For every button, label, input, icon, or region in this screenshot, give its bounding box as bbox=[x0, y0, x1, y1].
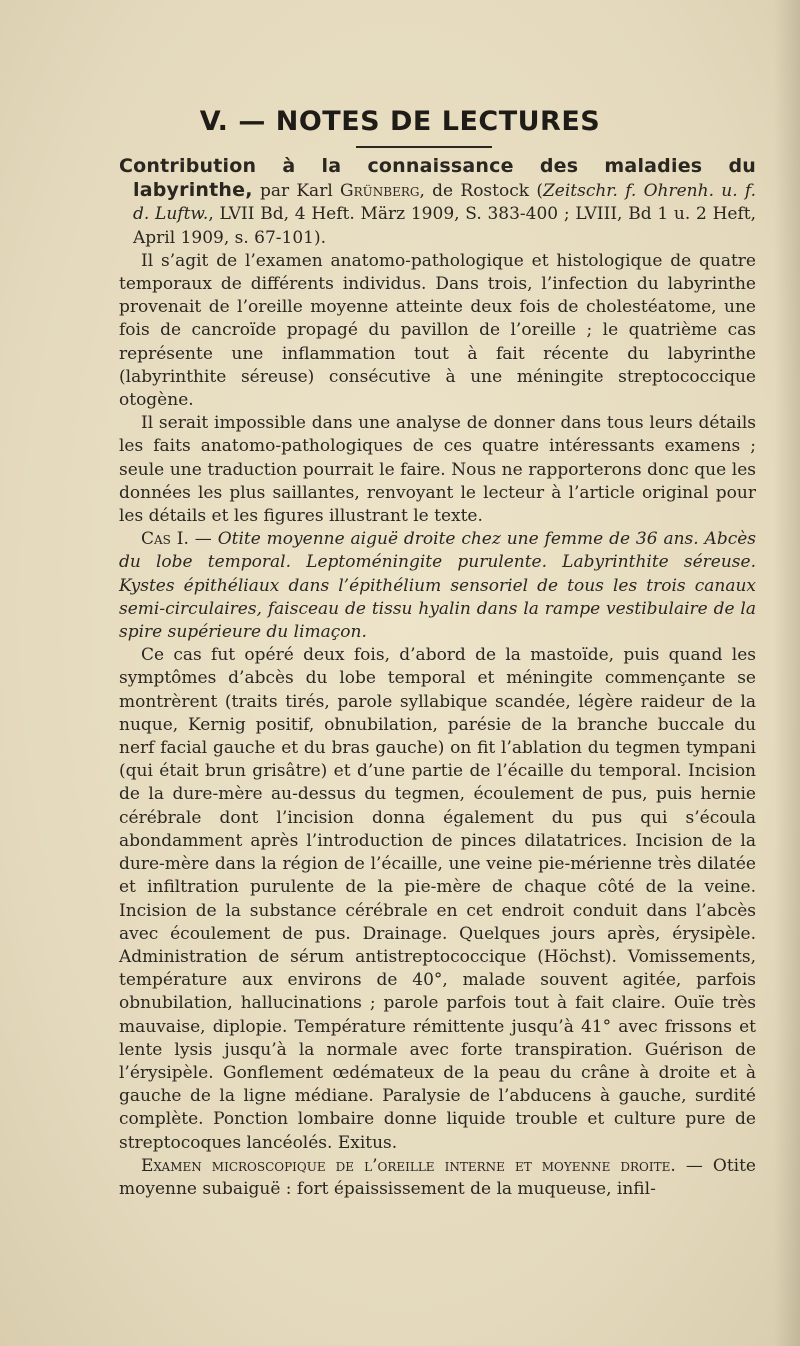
journal-name: Zeitschr. f. Ohrenh. u. f. d. Luftw. bbox=[133, 181, 756, 225]
case-dash: — bbox=[188, 529, 218, 550]
case-title: Otite moyenne aiguë droite chez une femme de 36 ans. Abcès du lobe temporal. Leptoméningite purulente. Labyrinthite séreuse. Kystes épithéliaux dans l’épithélium sensoriel de tous les trois canaux semi-circulaires, faisceau de tissu hyalin dans la rampe vestibulaire de la spire supérieure du limaçon. bbox=[119, 529, 757, 643]
paragraph-3: Ce cas fut opéré deux fois, d’abord de la mastoïde, puis quand les symptômes d’abcès du lobe temporal et méningite commençante se montrèrent (traits tirés, parole syllabique scandée, légère raideur de la nuque, Kernig positif, obnubilation, parésie de la branche buccale du nerf facial gauche et du bras gauche) on fit l’ablation du tegmen tympani (qui était brun grisâtre) et d’une partie de l’écaille du temporal. Incision de la dure-mère au-dessus du tegmen, écoulement de pus, puis hernie cérébrale dont l’incision donna également du pus qui s’écoula abondamment après l’introduction de pinces dilatatrices. Incision de la dure-mère dans la région de l’écaille, une veine pie-mérienne très dilatée et infiltration purulente de la pie-mère de chaque côté de la veine. Incision de la substance cérébrale en cet endroit conduit dans l’abcès avec écoulement de pus. Drainage. Quelques jours après, érysipèle. Administration de sérum antistreptococcique (Höchst). Vomissements, température aux environs de 40°, malade souvent agitée, parfois obnubilation, hallucinations ; parole parfois tout à fait claire. Ouïe très mauvaise, diplopie. Température rémittente jusqu’à 41° avec frissons et lente lysis jusqu’à la normale avec forte transpiration. Guérison de l’érysipèle. Gonflement œdémateux de la peau du crâne à droite et à gauche de la ligne médiane. Paralysie de l’abducens à gauche, surdité complète. Ponction lombaire donne liquide trouble et culture pure de streptocoques lancéolés. Exitus. bbox=[119, 645, 756, 1153]
author-name: Grünberg bbox=[340, 181, 420, 202]
exam-text: Otite moyenne subaiguë : fort épaississement de la muqueuse, infil- bbox=[119, 1155, 756, 1199]
exam-heading: Examen microscopique de l’oreille interne et moyenne droite. bbox=[141, 1155, 676, 1176]
title-underline bbox=[356, 146, 492, 148]
by-prefix: par Karl bbox=[259, 181, 333, 202]
exam-dash: — bbox=[675, 1155, 713, 1176]
author-suffix: , de Rostock ( bbox=[419, 181, 543, 202]
article-body bbox=[119, 150, 756, 1201]
paragraph-1: Il s’agit de l’examen anatomo-pathologique et histologique de quatre temporaux de différents individus. Dans trois, l’infection du labyrinthe provenait de l’oreille moyenne atteinte deux fois de cholestéatome, une fois de cancroïde propagé du pavillon de l’oreille ; le quatrième cas représente une inflammation tout à fait récente du labyrinthe (labyrinthite séreuse) consécutive à une méningite streptococcique otogène. bbox=[119, 250, 756, 411]
exam-paragraph bbox=[119, 1155, 756, 1201]
section-title: V. — NOTES DE LECTURES bbox=[199, 106, 601, 137]
paragraph-2: Il serait impossible dans une analyse de donner dans tous leurs détails les faits anatomo-pathologiques de ces quatre intéressants examens ; seule une traduction pourrait le faire. Nous ne rapporterons donc que les données les plus saillantes, renvoyant le lecteur à l’article original pour les détails et les figures illustrant le texte. bbox=[119, 413, 756, 527]
page-edge-shadow bbox=[774, 0, 800, 1346]
article-header bbox=[119, 150, 756, 250]
article-heading: Contribution à la connaissance des maladies du labyrinthe, bbox=[119, 155, 756, 202]
case-title-paragraph bbox=[119, 528, 756, 644]
citation-rest: , LVII Bd, 4 Heft. März 1909, S. 383-400 ; LVIII, Bd 1 u. 2 Heft, April 1909, s. 67-101). bbox=[133, 204, 756, 248]
case-label: Cas I. bbox=[141, 529, 189, 550]
